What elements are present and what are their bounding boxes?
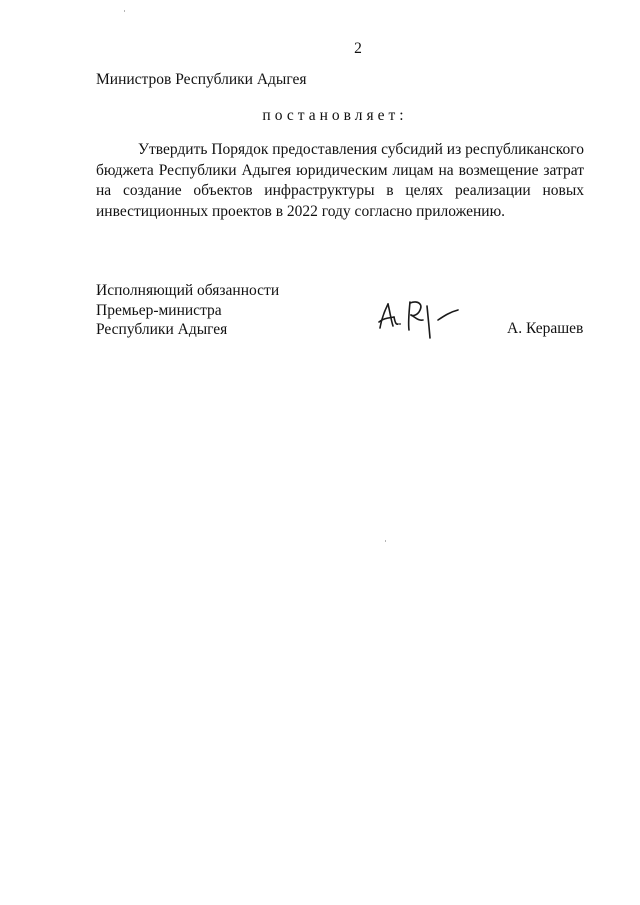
signer-title (96, 281, 279, 340)
signer-title-line: Республики Адыгея (96, 321, 228, 338)
scan-speck (124, 10, 125, 12)
body-paragraph: Утвердить Порядок предоставления субсидий из республиканского бюджета Республики Адыгея юридическим лицам на возмещение затрат на создание объектов инфраструктуры в целях реализации новых инвестиционных проектов в 2022 году согласно приложению. (96, 141, 584, 220)
resolves-heading: постановляет: (262, 107, 408, 124)
scan-speck (385, 540, 386, 542)
intro-line: Министров Республики Адыгея (96, 71, 307, 88)
page-number: 2 (354, 40, 362, 57)
signer-name: А. Керашев (507, 320, 584, 337)
signer-title-line: Премьер-министра (96, 301, 222, 319)
handwritten-signature (374, 290, 474, 340)
signer-title-line: Исполняющий обязанности (96, 282, 280, 299)
